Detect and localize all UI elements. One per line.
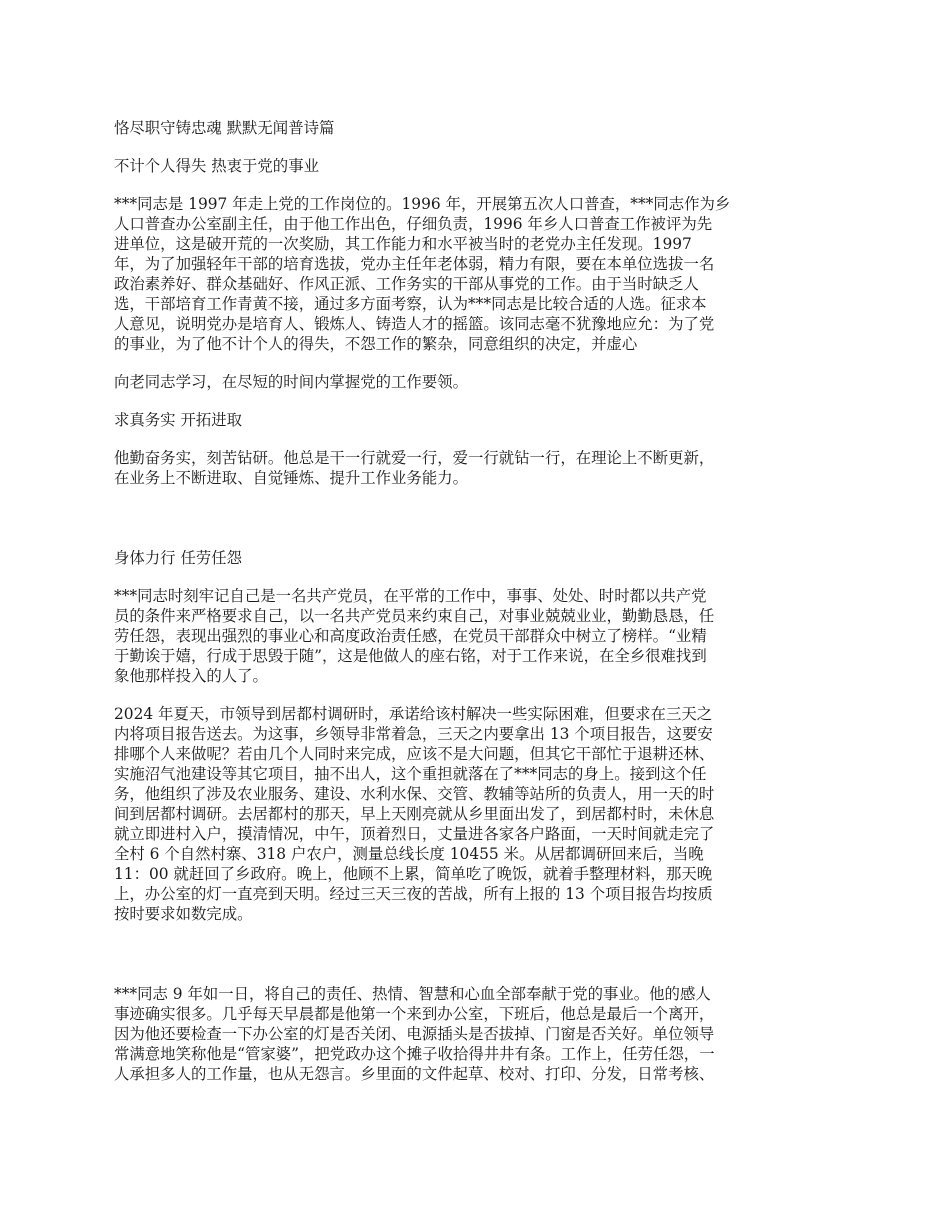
text-line: 进单位，这是破开荒的一次奖励，其工作能力和水平被当时的老党办主任发现。1997 [114,235,692,253]
text-line: 员的条件来严格要求自己，以一名共产党员来约束自己，对事业兢兢业业，勤勤恳恳，任 [114,607,715,625]
text-line: 选，干部培育工作青黄不接，通过多方面考察，认为***同志是比较合适的人选。征求本 [114,295,707,313]
text-line: 事迹确实很多。几乎每天早晨都是他第一个来到办公室，下班后，他总是最后一个离开， [114,1005,715,1023]
paragraph [114,704,838,924]
text-line: 于勤诶于嬉，行成于思毁于随”，这是他做人的座右铭，对于工作来说，在全乡很难找到 [114,647,707,665]
text-line: 排哪个人来做呢？若由几个人同时来完成，应该不是大问题，但其它干部忙于退耕还林、 [114,745,715,763]
text-line: 务，他组织了涉及农业服务、建设、水利水保、交管、教辅等站所的负责人，用一天的时 [114,785,715,803]
paragraph [114,372,838,392]
text-line: 实施沼气池建设等其它项目，抽不出人，这个重担就落在了***同志的身上。接到这个任 [114,765,707,783]
paragraph [114,586,838,686]
spacer [114,506,838,548]
section-heading: 身体力行 任劳任怨 [114,549,243,567]
text-line: 按时要求如数完成。 [114,905,253,923]
text-line: 人口普查办公室副主任，由于他工作出色，仔细负责，1996 年乡人口普查工作被评为先 [114,215,713,233]
text-line: 全村 6 个自然村寨、318 户农户，测量总线长度 10455 米。从居都调研回来后，当晚 [114,845,704,863]
text-line: 在业务上不断进取、自觉锤炼、提升工作业务能力。 [114,469,468,487]
paragraph [114,194,838,354]
document-page [114,118,838,1102]
text-line: ***同志 9 年如一日，将自己的责任、热情、智慧和心血全部奉献于党的事业。他的感人 [114,985,711,1003]
spacer [114,942,838,984]
text-line: 政治素养好、群众基础好、作风正派、工作务实的干部从事党的工作。由于当时缺乏人 [114,275,699,293]
paragraph [114,448,838,488]
text-line: 他勤奋务实，刻苦钻研。他总是干一行就爱一行，爱一行就钻一行，在理论上不断更新， [114,449,715,467]
text-line: 2024 年夏天，市领导到居都村调研时，承诺给该村解决一些实际困难，但要求在三天之 [114,705,713,723]
document-title: 恪尽职守铸忠魂 默默无闻普诗篇 [114,119,335,137]
paragraph [114,984,838,1084]
section-heading: 求真务实 开拓进取 [114,411,243,429]
text-line: 向老同志学习，在尽短的时间内掌握党的工作要领。 [114,373,468,391]
text-line: ***同志时刻牢记自己是一名共产党员，在平常的工作中，事事、处处、时时都以共产党 [114,587,707,605]
text-line: 11：00 就赶回了乡政府。晚上，他顾不上累，简单吃了晚饭，就着手整理材料，那天晚 [114,865,713,883]
text-line: 年，为了加强轻年干部的培育选拔，党办主任年老体弱，精力有限，要在本单位选拔一名 [114,255,715,273]
text-line: 人意见，说明党办是培育人、锻炼人、铸造人才的摇篮。该同志毫不犹豫地应允：为了党 [114,315,715,333]
text-line: 的事业，为了他不计个人的得失，不怨工作的繁杂，同意组织的决定，并虚心 [114,335,638,353]
text-line: 因为他还要检查一下办公室的灯是否关闭、电源插头是否拔掉、门窗是否关好。单位领导 [114,1025,715,1043]
text-line: ***同志是 1997 年走上党的工作岗位的。1996 年，开展第五次人口普查，***同志作为乡 [114,195,731,213]
text-line: 劳任怨，表现出强烈的事业心和高度政治责任感，在党员干部群众中树立了榜样。“业精 [114,627,707,645]
text-line: 就立即进村入户，摸清情况，中午，顶着烈日，丈量进各家各户路面，一天时间就走完了 [114,825,715,843]
text-line: 上，办公室的灯一直亮到天明。经过三天三夜的苦战，所有上报的 13 个项目报告均按质 [114,885,713,903]
section-heading: 不计个人得失 热衷于党的事业 [114,157,319,175]
text-line: 人承担多人的工作量，也从无怨言。乡里面的文件起草、校对、打印、分发，日常考核、 [114,1065,715,1083]
text-line: 间到居都村调研。去居都村的那天，早上天刚亮就从乡里面出发了，到居都村时，未休息 [114,805,715,823]
text-line: 象他那样投入的人了。 [114,667,268,685]
text-line: 常满意地笑称他是“管家婆”，把党政办这个摊子收拾得井井有条。工作上，任劳任怨，一 [114,1045,715,1063]
text-line: 内将项目报告送去。为这事，乡领导非常着急，三天之内要拿出 13 个项目报告，这要安 [114,725,713,743]
